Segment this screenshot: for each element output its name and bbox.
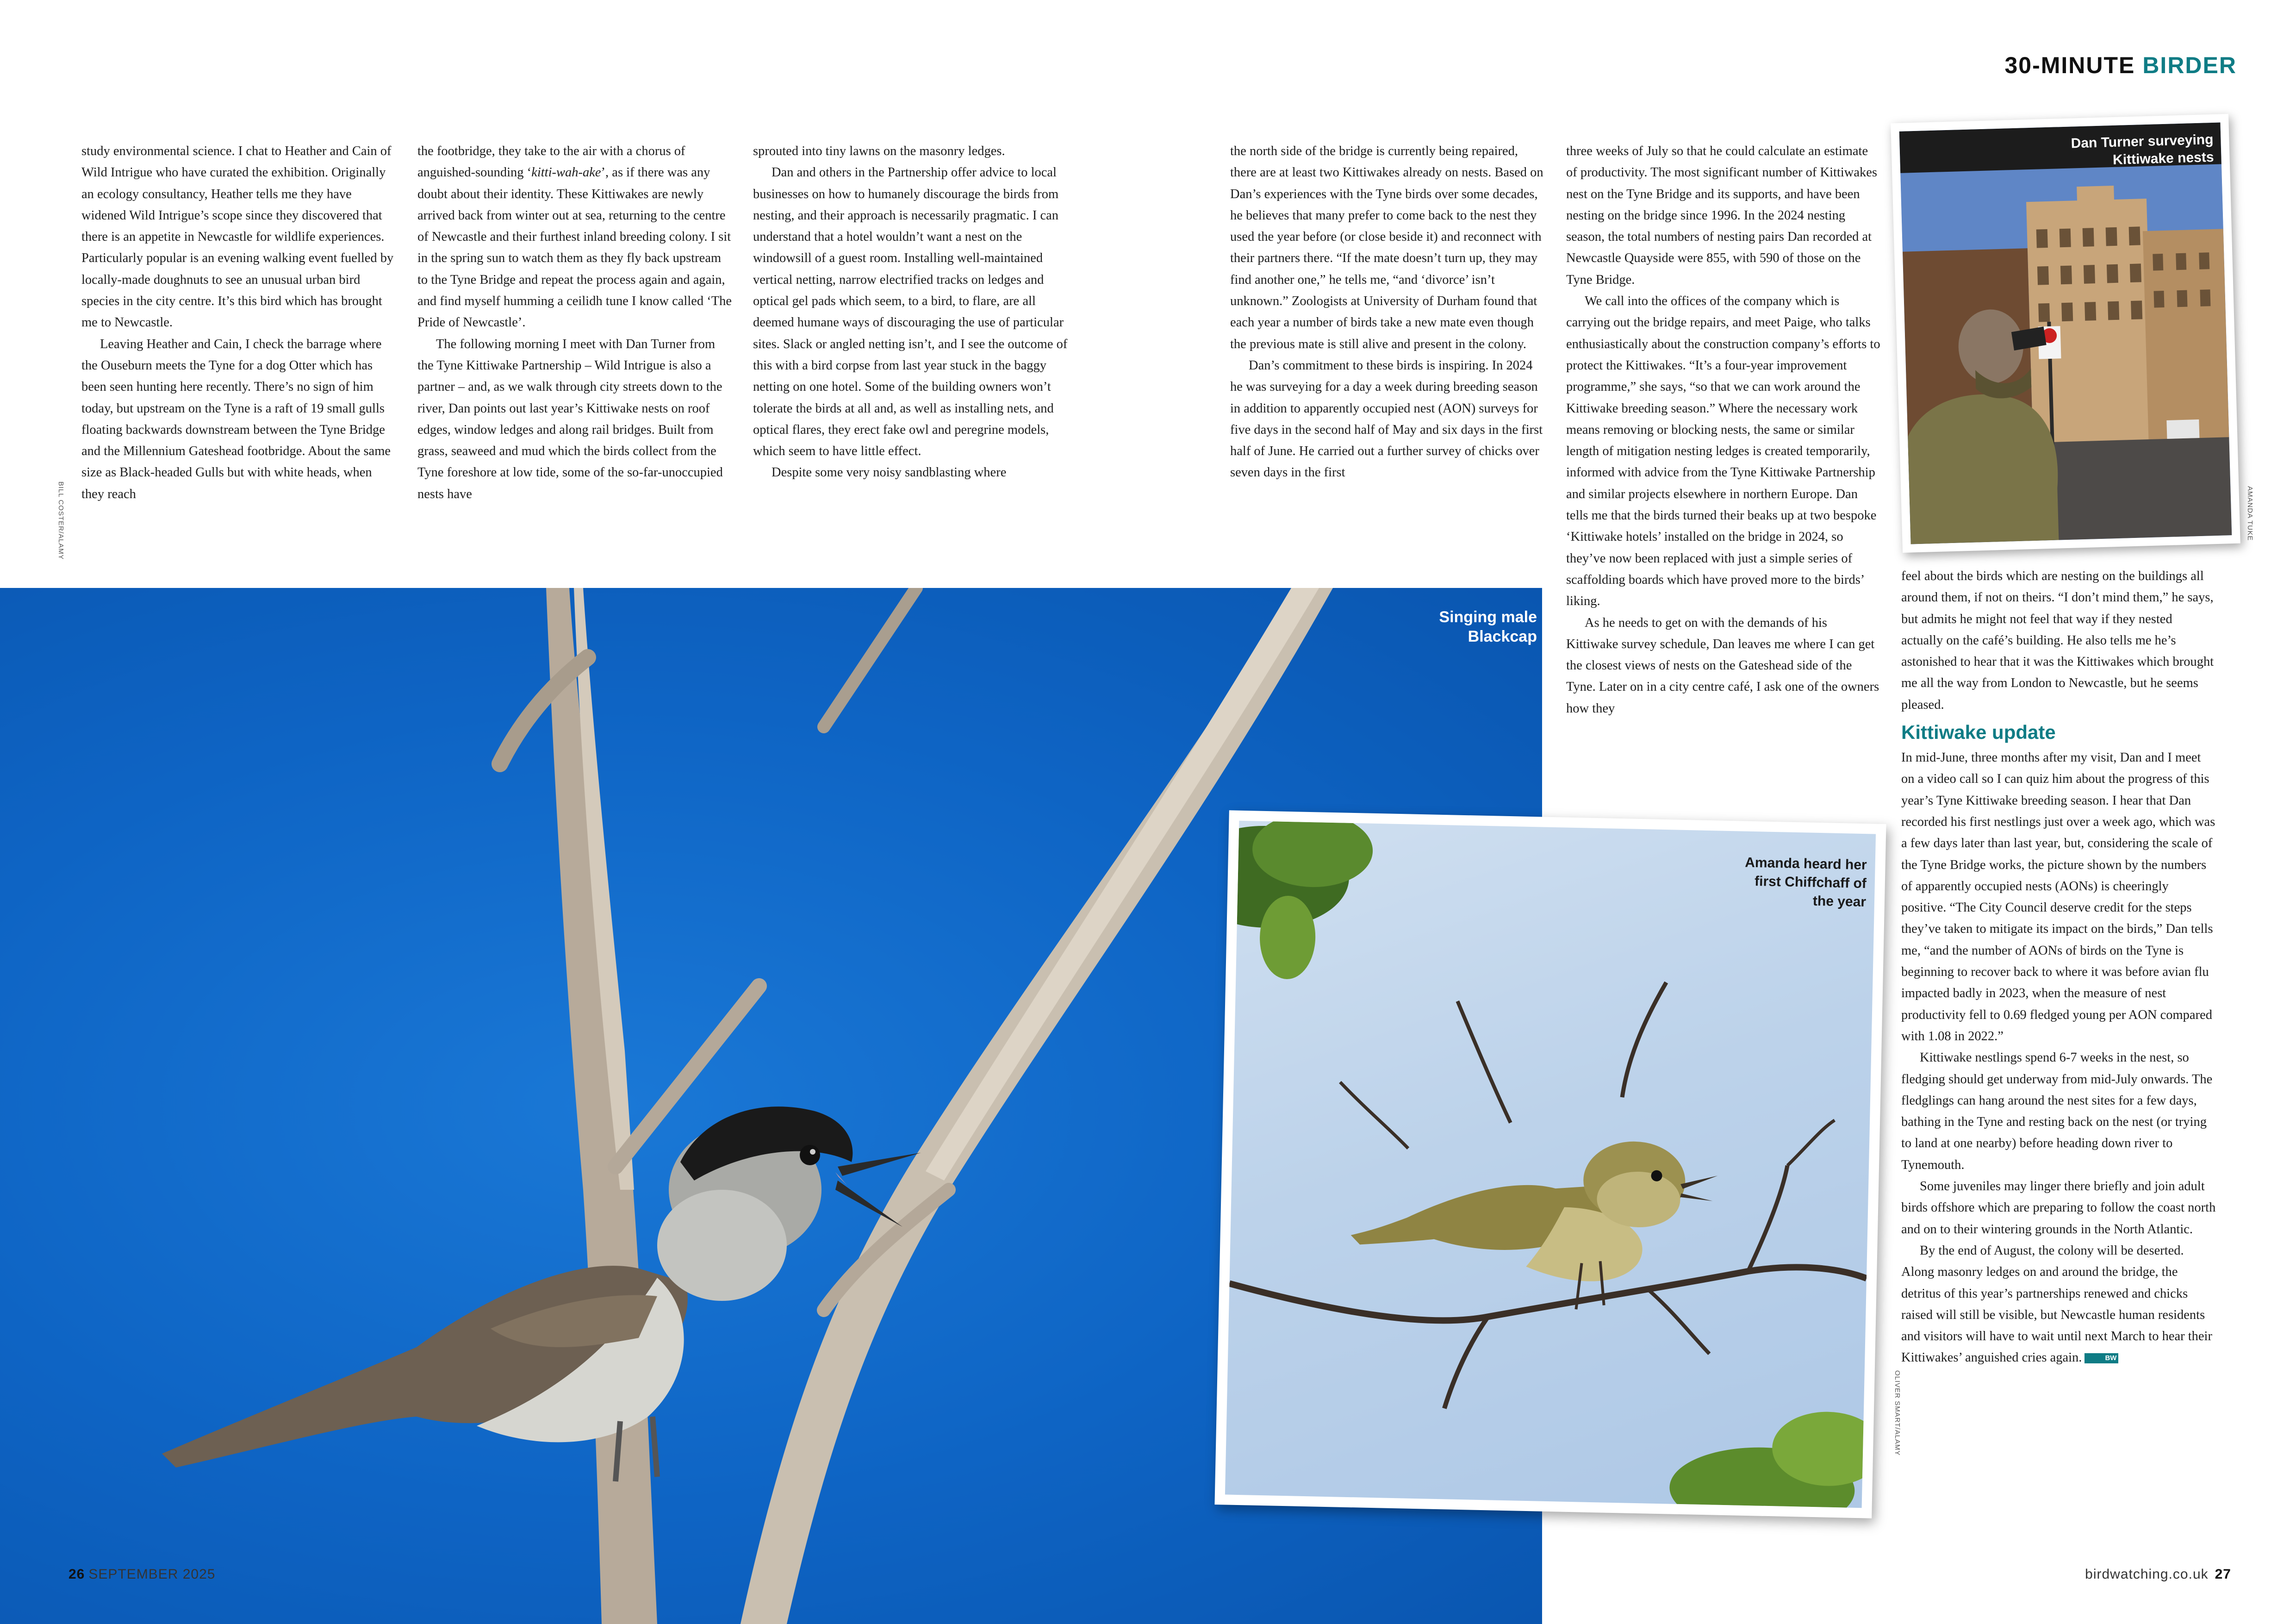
- end-mark-badge: BW: [2084, 1353, 2118, 1363]
- dan-turner-photo-frame: [1891, 114, 2240, 553]
- photo-credit: BILL COSTER/ALAMY: [57, 481, 65, 560]
- paragraph: Kittiwake nestlings spend 6-7 weeks in the nest, so fledging should get underway from mid-July onwards. The fledglings can hang around the nest sites for a few days, bathing in the Tyne and resting back on the nest (or trying to land at one nearby) before heading down river to Tynemouth.: [1901, 1050, 2213, 1172]
- caption-line: Kittiwake nests: [2112, 149, 2214, 168]
- section-title-accent: BIRDER: [2142, 52, 2237, 78]
- section-title: [2004, 52, 2237, 79]
- caption-line: Amanda heard her: [1744, 855, 1867, 873]
- text-run: the footbridge, they take to the air with a chorus of anguished-sounding ‘: [417, 144, 685, 180]
- chiffchaff-illustration: [1225, 821, 1876, 1508]
- paragraph: three weeks of July so that he could calculate an estimate of productivity. The most significant number of Kittiwakes nest on the Tyne Bridge and its supports, and have been nesting on the bridge since 1996. In the 2024 nesting season, the total numbers of nesting pairs Dan recorded at Newcastle Quayside were 855, with 590 of those on the Tyne Bridge.: [1566, 144, 1878, 287]
- chiffchaff-photo-frame: [1214, 810, 1886, 1518]
- paragraph: Leaving Heather and Cain, I check the barrage where the Ouseburn meets the Tyne for a dog Otter which has been seen hunting here recently. There’s no sign of him today, but upstream on the Tyne is a raft of 19 small gulls floating backwards downstream between the Tyne Bridge and the Millennium Gateshead footbridge. About the same size as Black-headed Gulls but with white heads, when they reach: [81, 337, 391, 501]
- article-column-4: [1230, 141, 1545, 484]
- paragraph: Dan and others in the Partnership offer advice to local businesses on how to humanely discourage the birds from nesting, and their approach is necessarily pragmatic. I can understand that a hotel wouldn’t want a nest on the windowsill of a guest room. Installing well-maintained vertical netting, narrow electrified tracks on ledges and optical gel pads which seem, to a bird, to flare, are all deemed humane ways of discouraging the use of particular sites. Slack or angled netting isn’t, and I see the outcome of this with a bird corpse from last year stuck in the baggy netting on one hotel. Some of the building owners won’t tolerate the birds at all and, as well as installing nets, and optical flares, they erect fake owl and peregrine models, which seem to have little effect.: [753, 165, 1068, 459]
- paragraph: In mid-June, three months after my visit, Dan and I meet on a video call so I can quiz him about the progress of this year’s Tyne Kittiwake breeding season. I hear that Dan recorded his first nestlings just over a week ago, which was a few days later than last year, but, considering the scale of the Tyne Bridge works, the picture shown by the numbers of apparently occupied nests (AONs) is cheeringly positive. “The City Council deserve credit for the steps they’ve taken to mitigate its impact on the birds,” Dan tells me, “and the number of AONs of birds on the Tyne is beginning to recover back to where it was before avian flu impacted badly in 2023, when the measure of nest productivity fell to 0.69 fledged young per AON compared with 1.08 in 2022.”: [1901, 750, 2215, 1043]
- paragraph: As he needs to get on with the demands of his Kittiwake survey schedule, Dan leaves me where I can get the closest views of nests on the Gateshead side of the Tyne. Later on in a city centre café, I ask one of the owners how they: [1566, 615, 1879, 716]
- paragraph: Dan’s commitment to these birds is inspiring. In 2024 he was surveying for a day a week during breeding season in addition to apparently occupied nest (AON) surveys for five days in the second half of May and six days in the first half of June. He carried out a further survey of chicks over seven days in the first: [1230, 358, 1543, 480]
- paragraph: the north side of the bridge is currently being repaired, there are at least two Kittiwakes already on nests. Based on Dan’s experiences with the Tyne birds over some decades, he believes that many prefer to come back to the nest they used the year before (or close beside it) and reconnect with their partners there. “If the mate doesn’t turn up, they may find another one,” he tells me, “and ‘divorce’ isn’t unknown.” Zoologists at University of Durham found that each year a number of birds take a new mate even though the previous mate is still alive and present in the colony.: [1230, 144, 1543, 351]
- dan-turner-photo: [1899, 122, 2232, 544]
- photo-credit: AMANDA TUKE: [2246, 486, 2254, 541]
- paragraph: We call into the offices of the company which is carrying out the bridge repairs, and meet Paige, who talks enthusiastically about the construction company’s efforts to protect the Kittiwakes. “It’s a four-year improvement programme,” she says, “so that we can work around the Kittiwake breeding season.” Where the necessary work means removing or blocking nests, the same or similar length of mitigation nesting ledges is created temporarily, informed with advice from the Tyne Kittiwake Partnership and similar projects elsewhere in northern Europe. Dan tells me that the birds turned their beaks up at two bespoke ‘Kittiwake hotels’ installed on the bridge in 2024, so they’ve now been replaced with just a simple series of scaffolding boards which have proved more to the birds’ liking.: [1566, 294, 1880, 609]
- page-number-right: 27: [2215, 1567, 2231, 1582]
- website-url: birdwatching.co.uk: [2085, 1567, 2209, 1582]
- section-title-main: 30-MINUTE: [2004, 52, 2135, 78]
- paragraph: The following morning I meet with Dan Turner from the Tyne Kittiwake Partnership – Wild Intrigue is also a partner – and, as we walk through city streets down to the river, Dan points out last year’s Kittiwake nests on roof edges, window ledges and along rail bridges. Built from grass, seaweed and mud which the birds collect from the Tyne foreshore at low tide, some of the so-far-unoccupied nests have: [417, 337, 723, 501]
- article-column-2: [417, 141, 732, 505]
- subheading-kittiwake-update: Kittiwake update: [1901, 721, 2056, 743]
- caption-line: Dan Turner surveying: [2071, 131, 2214, 151]
- paragraph: sprouted into tiny lawns on the masonry ledges.: [753, 144, 1005, 158]
- text-run: ’, as if there was any doubt about their identity. These Kittiwakes are newly arrived back from winter out at sea, returning to the centre of Newcastle and their furthest inland breeding colony. I sit in the spring sun to watch them as they fly back upstream to the Tyne Bridge and repeat the process again and again, and find myself humming a ceilidh tune I know called ‘The Pride of Newcastle’.: [417, 165, 732, 330]
- caption-chiffchaff: [1744, 854, 1867, 912]
- folio-right: [2085, 1567, 2231, 1582]
- page-number-left: 26: [68, 1567, 85, 1582]
- kittiwake-call-text: kitti-wah-ake: [531, 165, 601, 180]
- text-run: By the end of August, the colony will be deserted. Along masonry ledges on and around the bridge, the detritus of this year’s partnerships renewed and chicks raised will still be visible, but Newcastle human residents and visitors will have to wait until next March to hear their Kittiwakes’ anguished cries again.: [1901, 1243, 2212, 1365]
- issue-date: SEPTEMBER 2025: [88, 1567, 216, 1582]
- paragraph: Some juveniles may linger there briefly and join adult birds offshore which are preparing to follow the coast north and on to their wintering grounds in the North Atlantic.: [1901, 1179, 2216, 1237]
- paragraph: feel about the birds which are nesting on the buildings all around them, if not on theirs. “I don’t mind them,” he says, but admits he might not feel that way if they nested actually on the café’s building. He also tells me he’s astonished to hear that it was the Kittiwakes which brought me all the way from London to Newcastle, but he seems pleased.: [1901, 569, 2214, 712]
- chiffchaff-photo: [1225, 821, 1876, 1508]
- paragraph: Despite some very noisy sandblasting where: [772, 465, 1007, 480]
- folio-left: [68, 1567, 216, 1582]
- article-column-3: [753, 141, 1068, 484]
- photo-credit: OLIVER SMART/ALAMY: [1893, 1370, 1901, 1456]
- dan-turner-illustration: [1899, 122, 2232, 544]
- paragraph: [417, 141, 732, 334]
- caption-line: Singing male: [1439, 608, 1537, 626]
- article-column-1: [81, 141, 396, 505]
- paragraph: study environmental science. I chat to Heather and Cain of Wild Intrigue who have curated the exhibition. Originally an ecology consultancy, Heather tells me they have widened Wild Intrigue’s scope since they discovered that there is an appetite in Newcastle for wildlife experiences. Particularly popular is an evening walking event fuelled by locally-made doughnuts to see an unusual urban bird species in the city centre. It’s this bird which has brought me to Newcastle.: [81, 144, 394, 330]
- caption-line: first Chiffchaff of: [1754, 874, 1867, 892]
- paragraph: [1901, 1240, 2216, 1369]
- article-column-6: [1901, 566, 2216, 1369]
- caption-dan-turner: [2071, 131, 2214, 170]
- caption-line: Blackcap: [1468, 628, 1537, 645]
- caption-line: the year: [1812, 893, 1867, 910]
- caption-blackcap: [1439, 607, 1537, 646]
- article-column-5: [1566, 141, 1881, 719]
